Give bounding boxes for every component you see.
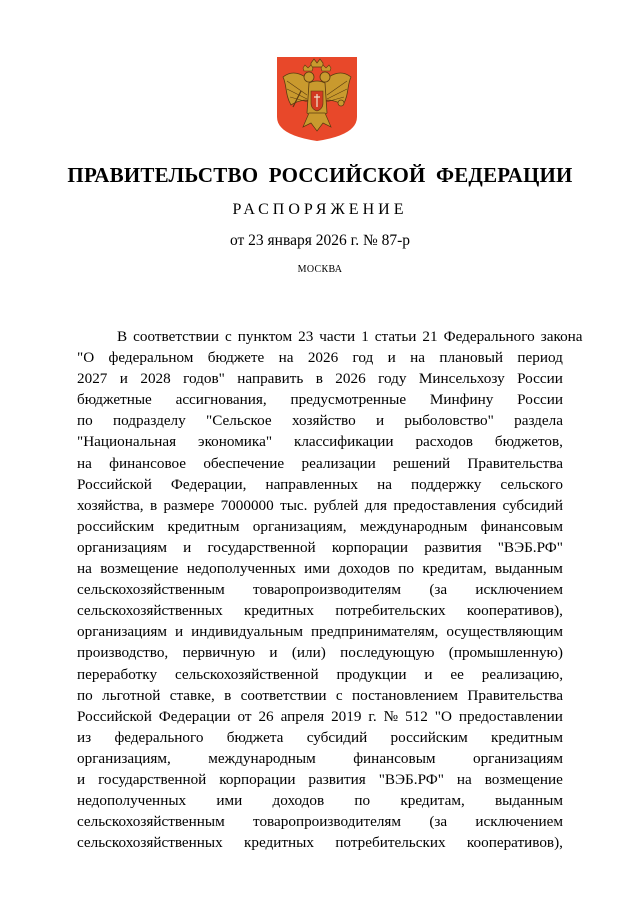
body-word: и [77, 770, 86, 788]
body-word: предоставления [393, 496, 497, 514]
body-word: году [378, 370, 407, 388]
body-word: потребительских [335, 834, 446, 852]
body-word: по [77, 412, 93, 430]
body-word: соответствии [240, 686, 327, 704]
body-line [77, 558, 563, 579]
body-word: ими [216, 792, 243, 810]
body-line [77, 579, 563, 600]
body-word: 23 [298, 328, 314, 345]
body-word: подразделу [113, 412, 186, 430]
body-word: осуществляющим [446, 623, 563, 641]
body-word: кооперативов), [466, 834, 563, 852]
body-word: международным [208, 749, 316, 767]
body-word: финансовым [353, 749, 436, 767]
body-word: 26 [258, 707, 274, 725]
body-word: 2028 [140, 370, 171, 388]
body-word: переработку [77, 665, 158, 683]
body-word: потребительских [335, 602, 446, 620]
body-word: 2027 [77, 370, 108, 388]
body-word: возмещение [100, 560, 179, 578]
body-word: 21 [422, 328, 438, 345]
body-word: 7000000 [220, 496, 274, 514]
body-word: (промышленную) [448, 644, 563, 662]
body-line [77, 431, 563, 452]
body-word: в [224, 686, 232, 704]
body-word: исключением [475, 581, 563, 599]
body-word: классификации [293, 433, 394, 451]
body-word: из [77, 728, 92, 746]
body-word: с [335, 686, 343, 704]
russian-coat-of-arms-icon [275, 55, 359, 143]
body-line [77, 600, 563, 621]
body-paragraph [77, 326, 583, 853]
government-title: ПРАВИТЕЛЬСТВО РОССИЙСКОЙ ФЕДЕРАЦИИ [67, 163, 573, 187]
body-word: годов" [183, 370, 225, 388]
body-word: Российской [77, 707, 152, 725]
body-word: и [183, 538, 192, 556]
body-word: постановлением [352, 686, 459, 704]
body-line [77, 811, 563, 832]
body-word: предоставлении [458, 707, 563, 725]
body-word: развития [424, 538, 482, 556]
body-word: Правительства [467, 686, 563, 704]
body-word: корпорации [331, 538, 409, 556]
body-word: производство, [77, 644, 169, 662]
body-word: (или) [291, 644, 326, 662]
body-word: (за [429, 813, 448, 831]
body-word: кредитным [491, 728, 563, 746]
body-word: кредитных [244, 602, 314, 620]
body-word: решений [392, 454, 451, 472]
body-word: "Сельское [206, 412, 272, 430]
body-word: федеральном [108, 349, 194, 367]
body-line [77, 389, 563, 410]
body-word: финансовым [480, 517, 563, 535]
body-word: 512 [405, 707, 428, 725]
body-word: в [315, 370, 323, 388]
body-word: соответствии [133, 328, 219, 345]
body-word: ими [304, 560, 331, 578]
body-line [77, 706, 563, 727]
body-word: на [278, 349, 294, 367]
body-word: России [517, 391, 563, 409]
body-word: субсидий [502, 496, 563, 514]
body-word: на [410, 349, 426, 367]
body-word: льготной [102, 686, 161, 704]
body-word: г. [368, 707, 377, 725]
body-line [77, 537, 563, 558]
body-word: "ВЭБ.РФ" [497, 538, 563, 556]
body-word: "О [434, 707, 452, 725]
body-word: кооперативов), [466, 602, 563, 620]
body-word: возмещение [484, 770, 563, 788]
body-word: сельскохозяйственным [77, 581, 225, 599]
body-word: хозяйства, [77, 496, 144, 514]
document-date-number: от 23 января 2026 г. № 87-р [229, 232, 411, 249]
body-word: недополученных [77, 792, 187, 810]
body-word: 1 [361, 328, 369, 345]
body-word: сельскохозяйственных [77, 602, 223, 620]
body-word: России [517, 370, 563, 388]
body-word: организациям [77, 623, 168, 641]
body-word: бюджетные [77, 391, 152, 409]
body-word: и [175, 623, 184, 641]
body-word: обеспечение [203, 454, 285, 472]
body-word: год [352, 349, 374, 367]
body-word: 2019 [331, 707, 362, 725]
body-word: ассигнования, [175, 391, 267, 409]
body-word: выданным [495, 792, 563, 810]
body-line [77, 642, 563, 663]
body-line [77, 832, 563, 853]
body-word: и [119, 370, 128, 388]
body-word: для [364, 496, 387, 514]
body-word: товаропроизводителям [253, 813, 402, 831]
body-word: Федерации, [170, 475, 247, 493]
body-word: Российской [77, 475, 152, 493]
body-word: и [375, 412, 385, 430]
body-word: Правительства [467, 454, 563, 472]
body-word: организациям, [252, 517, 347, 535]
body-word: государственной [207, 538, 316, 556]
body-word: хозяйство [291, 412, 356, 430]
body-word: и [424, 665, 433, 683]
body-word: Федерации [158, 707, 231, 725]
body-word: направленных [265, 475, 358, 493]
body-word: организациям, [77, 749, 171, 767]
body-word: по [354, 792, 371, 810]
body-line [77, 410, 563, 431]
body-word: государственной [98, 770, 207, 788]
body-line [77, 495, 563, 516]
body-word: сельскохозяйственных [77, 834, 223, 852]
body-line [77, 727, 563, 748]
body-line [77, 326, 583, 347]
body-word: индивидуальным [191, 623, 304, 641]
body-word: международным [359, 517, 468, 535]
body-line [77, 516, 563, 537]
body-word: предпринимателям, [311, 623, 439, 641]
body-word: направить [237, 370, 304, 388]
body-word: В [117, 328, 128, 345]
body-word: поддержку [411, 475, 482, 493]
body-word: ее [450, 665, 464, 683]
body-word: исключением [475, 813, 563, 831]
body-line [77, 368, 563, 389]
body-word: доходов [338, 560, 390, 578]
body-line [77, 453, 563, 474]
body-word: по [398, 560, 415, 578]
body-word: сельскохозяйственным [77, 813, 225, 831]
body-word: части [319, 328, 356, 345]
body-line [77, 685, 563, 706]
body-word: развития [308, 770, 366, 788]
body-word: и [387, 349, 396, 367]
body-word: с [224, 328, 232, 345]
body-word: период [517, 349, 563, 367]
body-word: 2026 [307, 349, 339, 367]
body-line [77, 664, 563, 685]
body-word: рублей [313, 496, 359, 514]
body-word: "О [77, 349, 95, 367]
body-word: недополученных [186, 560, 296, 578]
body-word: выданным [494, 560, 563, 578]
body-word: апреля [280, 707, 325, 725]
body-word: реализации [301, 454, 376, 472]
body-word: размере [163, 496, 215, 514]
body-word: раздела [514, 412, 563, 430]
body-word: № [383, 707, 399, 725]
body-word: сельскохозяйственной [174, 665, 319, 683]
body-word: в [149, 496, 158, 514]
body-word: товаропроизводителям [253, 581, 402, 599]
body-word: "Национальная [77, 433, 177, 451]
body-word: финансовое [109, 454, 187, 472]
body-word: бюджета [226, 728, 284, 746]
body-word: российским [77, 517, 155, 535]
body-word: организациям [77, 538, 168, 556]
body-line [77, 769, 563, 790]
body-line [77, 474, 563, 495]
body-word: сельского [500, 475, 563, 493]
body-line [77, 748, 563, 769]
body-word: (за [429, 581, 448, 599]
body-word: экономика" [198, 433, 273, 451]
body-line [77, 621, 563, 642]
body-word: на [456, 770, 472, 788]
body-word: и [269, 644, 278, 662]
body-word: федерального [114, 728, 204, 746]
body-word: Минфину [429, 391, 494, 409]
body-word: статьи [374, 328, 417, 345]
body-word: кредитным [167, 517, 240, 535]
body-word: 2026 [335, 370, 366, 388]
body-word: продукции [336, 665, 407, 683]
body-word: Федерального [443, 328, 535, 345]
body-word: по [77, 686, 93, 704]
document-city: МОСКВА [297, 264, 343, 275]
body-word: предусмотренные [290, 391, 407, 409]
body-word: бюджетов, [494, 433, 563, 451]
body-word: бюджете [207, 349, 265, 367]
body-word: "ВЭБ.РФ" [378, 770, 444, 788]
body-word: доходов [272, 792, 325, 810]
body-word: кредитных [244, 834, 314, 852]
body-word: тыс. [280, 496, 308, 514]
body-word: кредитам, [400, 792, 465, 810]
body-word: рыболовство" [404, 412, 494, 430]
body-line [77, 790, 563, 811]
body-word: корпорации [219, 770, 296, 788]
body-word: расходов [415, 433, 473, 451]
body-word: на [77, 454, 92, 472]
body-word: ставке, [169, 686, 215, 704]
document-type: РАСПОРЯЖЕНИЕ [232, 201, 408, 218]
body-word: Минсельхозу [418, 370, 505, 388]
body-word: закона [540, 328, 583, 345]
body-word: плановый [439, 349, 504, 367]
body-word: организациям [472, 749, 563, 767]
body-word: субсидий [306, 728, 368, 746]
body-word: последующую [340, 644, 435, 662]
body-word: кредитам, [422, 560, 487, 578]
body-word: первичную [182, 644, 256, 662]
body-word: на [377, 475, 392, 493]
body-word: на [77, 560, 92, 578]
body-word: российским [390, 728, 468, 746]
body-word: пунктом [237, 328, 293, 345]
body-line [77, 347, 563, 368]
body-word: от [237, 707, 252, 725]
body-word: реализацию, [481, 665, 563, 683]
